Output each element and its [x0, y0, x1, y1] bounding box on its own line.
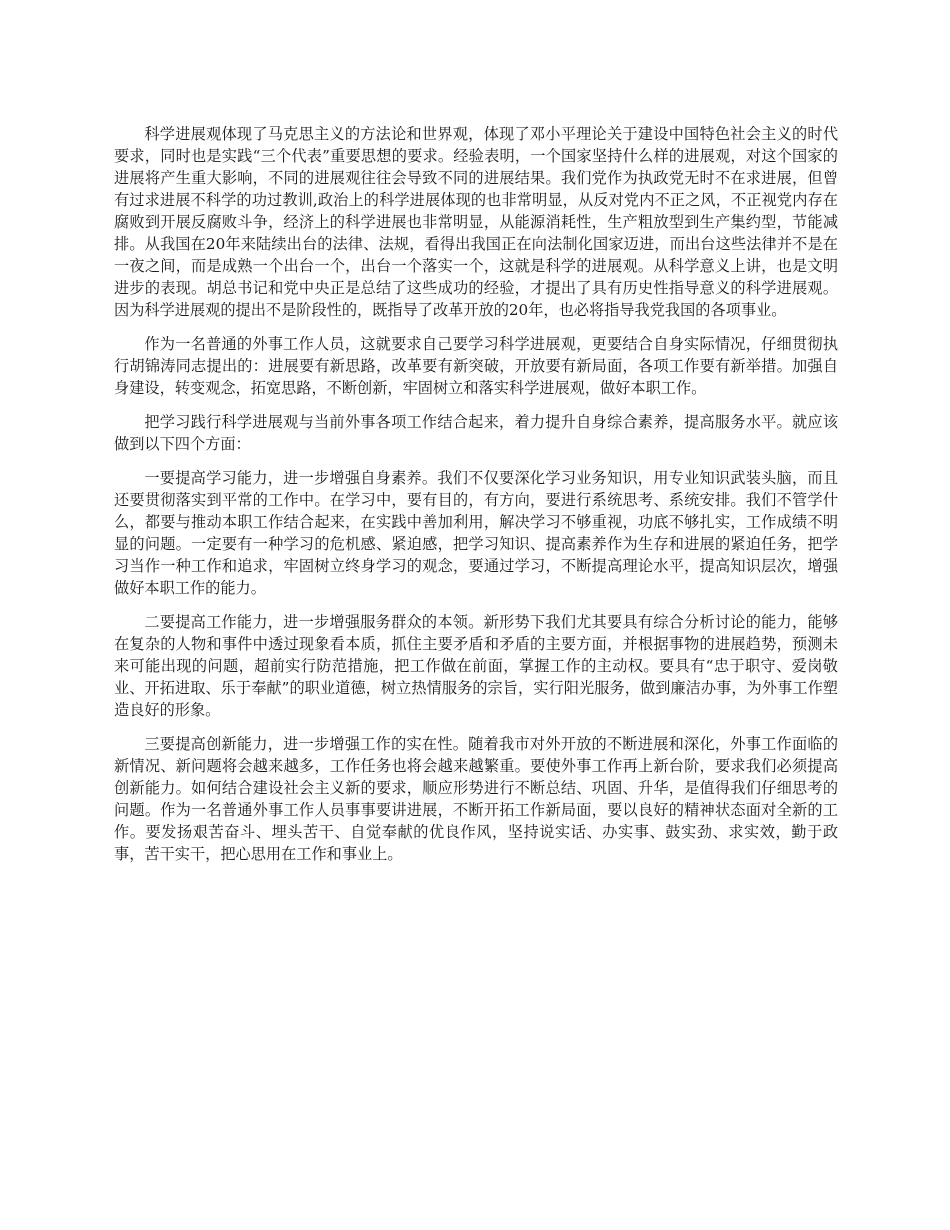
document-page: [114, 123, 838, 877]
paragraph-1: 科学进展观体现了马克思主义的方法论和世界观，体现了邓小平理论关于建设中国特色社会主义的时代要求，同时也是实践“三个代表”重要思想的要求。经验表明，一个国家坚持什么样的进展观，对这个国家的进展将产生重大影响，不同的进展观往往会导致不同的进展结果。我们党作为执政党无时不在求进展，但曾有过求进展不科学的功过教训,政治上的科学进展体现的也非常明显，从反对党内不正之风，不正视党内存在腐败到开展反腐败斗争，经济上的科学进展也非常明显，从能源消耗性，生产粗放型到生产集约型，节能减排。从我国在20年来陆续出台的法律、法规，看得出我国正在向法制化国家迈进，而出台这些法律并不是在一夜之间，而是成熟一个出台一个，出台一个落实一个，这就是科学的进展观。从科学意义上讲，也是文明进步的表现。胡总书记和党中央正是总结了这些成功的经验，才提出了具有历史性指导意义的科学进展观。因为科学进展观的提出不是阶段性的，既指导了改革开放的20年，也必将指导我党我国的各项事业。: [114, 125, 838, 319]
paragraph-2: 作为一名普通的外事工作人员，这就要求自己要学习科学进展观，更要结合自身实际情况，仔细贯彻执行胡锦涛同志提出的：进展要有新思路，改革要有新突破，开放要有新局面，各项工作要有新举措。加强自身建设，转变观念，拓宽思路，不断创新，牢固树立和落实科学进展观，做好本职工作。: [114, 335, 838, 397]
paragraph-4: 一要提高学习能力，进一步增强自身素养。我们不仅要深化学习业务知识，用专业知识武装头脑，而且还要贯彻落实到平常的工作中。在学习中，要有目的，有方向，要进行系统思考、系统安排。我们不管学什么，都要与推动本职工作结合起来，在实践中善加利用，解决学习不够重视，功底不够扎实，工作成绩不明显的问题。一定要有一种学习的危机感、紧迫感，把学习知识、提高素养作为生存和进展的紧迫任务，把学习当作一种工作和追求，牢固树立终身学习的观念，要通过学习，不断提高理论水平，提高知识层次，增强做好本职工作的能力。: [114, 469, 838, 597]
paragraph-5: 二要提高工作能力，进一步增强服务群众的本领。新形势下我们尤其要具有综合分析讨论的能力，能够在复杂的人物和事件中透过现象看本质，抓住主要矛盾和矛盾的主要方面，并根据事物的进展趋势，预测未来可能出现的问题，超前实行防范措施，把工作做在前面，掌握工作的主动权。要具有“忠于职守、爱岗敬业、开拓进取、乐于奉献”的职业道德，树立热情服务的宗旨，实行阳光服务，做到廉洁办事，为外事工作塑造良好的形象。: [114, 613, 838, 719]
paragraph-6: 三要提高创新能力，进一步增强工作的实在性。随着我市对外开放的不断进展和深化，外事工作面临的新情况、新问题将会越来越多，工作任务也将会越来越繁重。要使外事工作再上新台阶，要求我们必须提高创新能力。如何结合建设社会主义新的要求，顺应形势进行不断总结、巩固、升华，是值得我们仔细思考的问题。作为一名普通外事工作人员事事要讲进展，不断开拓工作新局面，要以良好的精神状态面对全新的工作。要发扬艰苦奋斗、埋头苦干、自觉奉献的优良作风，坚持说实话、办实事、鼓实劲、求实效，勤于政事，苦干实干，把心思用在工作和事业上。: [114, 735, 838, 863]
paragraph-3: 把学习践行科学进展观与当前外事各项工作结合起来，着力提升自身综合素养，提高服务水平。就应该做到以下四个方面：: [114, 413, 838, 453]
